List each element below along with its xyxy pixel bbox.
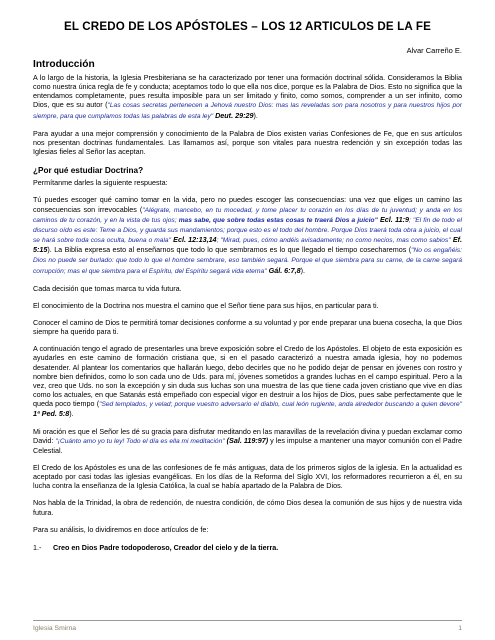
- paragraph-11: Nos habla de la Trinidad, la obra de redención, de nuestra condición, de cómo Dios desea la comunión de sus hijos y de nuestra vida futura.: [33, 498, 462, 517]
- paragraph-3: Permítanme darles la siguiente respuesta:: [33, 178, 168, 188]
- paragraph-6: El conocimiento de la Doctrina nos muestra el camino que el Señor tiene para sus hijos, en particular para ti.: [33, 300, 379, 310]
- page-footer: [33, 620, 462, 635]
- document-page: [33, 20, 462, 552]
- document-title: EL CREDO DE LOS APÓSTOLES – LOS 12 ARTICULOS DE LA FE: [64, 20, 431, 33]
- footer-church-name: Iglesia Smirna: [33, 625, 77, 632]
- paragraph-9: Mi oración es que el Señor les dé su gracia para disfrutar meditando en las maravillas de la revelación divina y puedan exclamar como David: "¡Cuánto amo yo tu ley! Todo el día es ella mi meditación" (Sal. 119:97) y les impulse a mantener una mayor comunión con el Padre Celestial.: [33, 426, 462, 455]
- paragraph-8: A continuación tengo el agrado de presentarles una breve exposición sobre el Credo de los Apóstoles. El objeto de esta exposición es ayudarles en este camino de formación cristiana que, si en el pasado caracterizó a nuestra amada iglesia, hoy no podemos desatender. Al plantear los comentarios que hallarán luego, debo decirles que no he podido dejar de pensar en jóvenes con rostro y nombre bien definidos, como lo son cada uno de Uds. para mí, jóvenes sometidos a grandes luchas en el campo espiritual. Pero a la vez, creo que Uds. no son la excepción y sin duda sus luchas son una muestra de las que tiene cada joven cristiano que vive en días como los actuales, en que Satanás está empeñado con especial vigor en destruir a los hijos de Dios, pues sabe perfectamente que le queda poco tiempo ("Sed templados, y velad; porque vuestro adversario el diablo, cual león rugiente, anda alrededor buscando a quien devore" 1ª Ped. 5:8).: [33, 344, 462, 419]
- paragraph-5: Cada decisión que tomas marca tu vida futura.: [33, 283, 182, 293]
- paragraph-7: Conocer el camino de Dios te permitirá tomar decisiones conforme a su voluntad y por ende preparar una buena cosecha, la que Dios siempre ha querido para ti.: [33, 317, 462, 337]
- author-name: Alvar Carreño E.: [406, 46, 462, 55]
- footer-page-number: 1: [458, 625, 462, 632]
- paragraph-10: El Credo de los Apóstoles es una de las confesiones de fe más antiguas, data de los primeros siglos de la iglesia. En la actualidad es aceptado por casi todas las iglesias evangélicas. En los días de la Reforma del Siglo XVI, los reformadores recurrieron a él, en su lucha contra la enseñanza de la Iglesia Católica, la cual se había apartado de la Palabra de Dios.: [33, 463, 462, 491]
- article-1-text: Creo en Dios Padre todopoderoso, Creador del cielo y de la tierra.: [53, 542, 279, 552]
- paragraph-2: Para ayudar a una mejor comprensión y conocimiento de la Palabra de Dios existen varias Confesiones de Fe, que en sus artículos nos presentan doctrinas fundamentales. Las llamamos así, porque son vitales para nuestra redención y sin excepción todas las Iglesias fieles al Señor las aceptan.: [33, 128, 462, 157]
- article-1: [33, 543, 462, 552]
- intro-heading: Introducción: [33, 59, 95, 70]
- paragraph-12: Para su análisis, lo dividiremos en doce artículos de fe:: [33, 524, 209, 534]
- paragraph-4: Tú puedes escoger qué camino tomar en la vida, pero no puedes escoger las consecuencias: una vez que eliges un camino las consecuencias son irrevocables ("Alégrate, mancebo, en tu mocedad, y tome placer tu corazón en los días de tu juventud; y anda en los caminos de tu corazón, y en la vista de tus ojos; mas sabe, que sobre todas estas cosas te traerá Dios a juicio" Ecl. 11:9; "El fin de todo el discurso oído es este: Teme a Dios, y guarda sus mandamientos; porque esto es el todo del hombre. Porque Dios traerá toda obra a juicio, el cual se hará sobre toda cosa oculta, buena o mala" Ecl. 12:13,14; "Mirad, pues, cómo andéis avisadamente; no como necios, mas como sabios" Ef. 5:15). La Biblia expresa esto al enseñarnos que todo lo que sembramos es lo que llegado el tiempo cosecharemos ("No os engañéis: Dios no puede ser burlado: que todo lo que el hombre sembrare, eso también segará. Porque el que siembra para su carne, de la carne segará corrupción; mas el que siembra para el Espíritu, del Espíritu segará vida eterna" Gál. 6:7,8).: [33, 195, 463, 275]
- paragraph-1: A lo largo de la historia, la Iglesia Presbiteriana se ha caracterizado por tener una formación doctrinal sólida. Consideramos la Biblia como nuestra única regla de fe y conducta; aceptamos todo lo que ella nos dice, porque es la Palabra de Dios. Esto no significa que la entendamos completamente, pues resulta imposible para un ser limitado y finito, como somos, comprender a un ser infinito, como Dios, que es su autor ("Las cosas secretas pertenecen a Jehová nuestro Dios: mas las reveladas son para nosotros y para nuestros hijos por siempre, para que cumplamos todas las palabras de esta ley" Deut. 29:29).: [33, 73, 462, 120]
- why-heading: ¿Por qué estudiar Doctrina?: [33, 166, 144, 176]
- article-1-number: 1.-: [33, 542, 42, 552]
